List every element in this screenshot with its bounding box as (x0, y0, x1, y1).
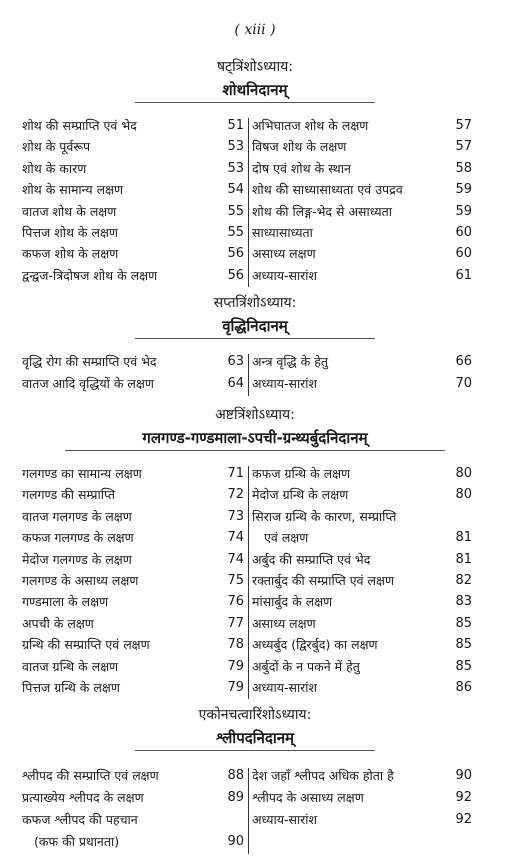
chapter-number: षट्त्रिंशोऽध्याय: (216, 59, 294, 75)
toc-entry (22, 571, 244, 591)
toc-entry-page: 72 (227, 487, 244, 503)
toc-entry (22, 678, 244, 698)
toc-entry (252, 352, 472, 372)
toc-entry (22, 180, 244, 200)
toc-entry (252, 485, 472, 505)
toc-entry-title: शोथ के पूर्वरूप (22, 139, 91, 155)
toc-entry (22, 635, 244, 655)
toc-entry-title: वातज शोथ के लक्षण (22, 203, 117, 219)
toc-entry-title: देश जहाँ श्लीपद अधिक होता है (252, 768, 394, 783)
toc-entry-title: गण्डमाला के लक्षण (22, 594, 109, 610)
toc-entry-page: 55 (227, 203, 244, 219)
toc-entry-page: 86 (455, 680, 472, 695)
toc-entry-page: 76 (227, 594, 244, 610)
toc-entry-title: रक्तार्बुद की सम्प्राप्ति एवं लक्षण (252, 573, 395, 588)
toc-entry (22, 592, 244, 612)
toc-entry (22, 614, 244, 634)
toc-entry-title: दोष एवं शोथ के स्थान (252, 160, 351, 176)
toc-entry-page: 61 (455, 267, 472, 283)
toc-entry (22, 159, 244, 179)
toc-entry-page: 85 (455, 615, 472, 631)
toc-entry (22, 374, 244, 394)
chapter-number: सप्तत्रिंशोऽध्याय: (213, 295, 297, 311)
toc-entry-title: वातज ग्रन्थि के लक्षण (22, 658, 119, 674)
toc-entry (252, 507, 472, 527)
toc-entry-title: विषज शोथ के लक्षण (252, 139, 347, 155)
toc-entry-page: 73 (227, 508, 244, 524)
column-divider (248, 768, 249, 854)
chapter-title: श्लीपदनिदानम् (215, 729, 295, 747)
toc-entry-title: पित्तज शोथ के लक्षण (22, 225, 118, 240)
toc-entry-page: 81 (455, 530, 472, 546)
toc-entry (22, 507, 244, 527)
toc-entry (22, 766, 244, 786)
chapter-number: अष्टत्रिंशोऽध्याय: (215, 407, 295, 423)
toc-entry (22, 550, 244, 570)
toc-entry (22, 528, 244, 548)
toc-entry (22, 464, 244, 484)
title-rule (135, 102, 375, 103)
toc-entry (264, 528, 472, 548)
toc-entry (252, 137, 472, 157)
toc-entry-page: 56 (227, 267, 244, 283)
toc-entry-title: कफज श्लीपद की पहचान (22, 812, 138, 827)
toc-entry-page: 90 (227, 834, 244, 849)
toc-entry (22, 116, 244, 136)
toc-entry-title: शोथ की साध्यासाध्यता एवं उपद्रव (252, 182, 403, 198)
toc-entry-title: गलगण्ड की सम्प्राप्ति (22, 487, 115, 503)
chapter-title: वृद्धिनिदानम् (222, 317, 288, 335)
toc-entry-page: 74 (227, 530, 244, 546)
toc-entry (22, 352, 244, 372)
toc-entry (252, 571, 472, 591)
toc-entry-page: 82 (455, 573, 472, 588)
toc-entry (252, 202, 472, 222)
toc-entry-page: 75 (227, 573, 244, 588)
toc-entry (252, 464, 472, 484)
toc-entry (22, 202, 244, 222)
toc-entry-page: 57 (455, 118, 472, 133)
column-divider (248, 466, 249, 699)
toc-entry-page: 59 (455, 203, 472, 219)
toc-entry-title: असाध्य लक्षण (252, 615, 316, 631)
toc-entry (22, 137, 244, 157)
chapter-title: शोथनिदानम् (222, 81, 288, 99)
page-number: ( xiii ) (234, 22, 276, 38)
toc-entry-title: अर्बुद की सम्प्राप्ति एवं भेद (252, 551, 371, 567)
toc-entry-title: गलगण्ड के असाध्य लक्षण (22, 573, 139, 588)
toc-entry (252, 180, 472, 200)
toc-entry-page: 51 (227, 118, 244, 133)
toc-entry (252, 374, 472, 394)
toc-entry-page: 54 (227, 182, 244, 198)
toc-entry-page: 83 (455, 594, 472, 610)
toc-entry (22, 657, 244, 677)
toc-entry (252, 788, 472, 808)
toc-entry-page: 80 (455, 487, 472, 503)
toc-entry-page: 79 (227, 658, 244, 674)
toc-entry-title: असाध्य लक्षण (252, 246, 316, 262)
column-divider (248, 118, 249, 287)
toc-entry-title: वृद्धि रोग की सम्प्राप्ति एवं भेद (22, 354, 157, 369)
toc-entry (252, 766, 472, 786)
toc-entry-title: पित्तज ग्रन्थि के लक्षण (22, 680, 120, 695)
toc-entry-title: श्लीपद की सम्प्राप्ति एवं लक्षण (22, 768, 159, 783)
toc-entry-title: अन्त्र वृद्धि के हेतु (252, 354, 328, 369)
toc-entry-title: अध्याय-सारांश (252, 812, 318, 827)
toc-entry-title: शोथ की लिङ्ग-भेद से असाध्यता (252, 203, 393, 219)
toc-entry-title: कफज ग्रन्थि के लक्षण (252, 466, 351, 481)
toc-entry-title: अर्बुदों के न पकने में हेतु (252, 658, 360, 674)
title-rule (65, 450, 445, 451)
toc-entry-title: अध्याय-सारांश (252, 376, 318, 391)
toc-entry (34, 832, 244, 852)
toc-entry-title: एवं लक्षण (264, 530, 309, 546)
toc-entry (252, 592, 472, 612)
toc-entry-page: 92 (455, 812, 472, 827)
toc-entry-title: अपची के लक्षण (22, 615, 94, 631)
toc-entry (252, 116, 472, 136)
toc-entry-title: सिराज ग्रन्थि के कारण, सम्प्राप्ति (252, 508, 397, 524)
toc-entry-page: 53 (227, 139, 244, 155)
toc-entry (22, 266, 244, 286)
toc-entry (252, 159, 472, 179)
toc-entry-page: 80 (455, 466, 472, 481)
toc-entry-page: 85 (455, 658, 472, 674)
toc-entry-title: गलगण्ड का सामान्य लक्षण (22, 466, 142, 481)
toc-entry (252, 550, 472, 570)
toc-entry-title: कफज शोथ के लक्षण (22, 246, 119, 262)
toc-entry-title: मांसार्बुद के लक्षण (252, 594, 333, 610)
toc-entry-page: 64 (227, 376, 244, 391)
toc-entry-title: अभिघातज शोथ के लक्षण (252, 118, 369, 133)
toc-entry (252, 244, 472, 264)
toc-entry-title: अध्याय-सारांश (252, 267, 318, 283)
toc-entry (22, 788, 244, 808)
toc-entry-title: शोथ के सामान्य लक्षण (22, 182, 124, 198)
toc-entry-page: 88 (227, 768, 244, 783)
toc-entry (252, 810, 472, 830)
toc-entry-title: द्वन्द्वज-त्रिदोषज शोथ के लक्षण (22, 267, 158, 283)
toc-entry-page: 74 (227, 551, 244, 567)
toc-entry-page: 90 (455, 768, 472, 783)
toc-entry-page: 59 (455, 182, 472, 198)
toc-entry-page: 70 (455, 376, 472, 391)
toc-entry-page: 71 (227, 466, 244, 481)
toc-entry-page: 78 (227, 637, 244, 653)
toc-entry (252, 223, 472, 243)
toc-entry-title: मेदोज गलगण्ड के लक्षण (22, 551, 132, 567)
toc-entry-title: साध्यासाध्यता (252, 225, 313, 240)
toc-entry-page: 55 (227, 225, 244, 240)
toc-entry-title: (कफ की प्रधानता) (34, 834, 120, 849)
toc-entry-page: 56 (227, 246, 244, 262)
toc-entry-title: शोथ की सम्प्राप्ति एवं भेद (22, 118, 137, 133)
toc-entry (252, 614, 472, 634)
toc-entry-title: श्लीपद के असाध्य लक्षण (252, 790, 364, 805)
toc-entry-title: प्रत्याख्येय श्लीपद के लक्षण (22, 790, 144, 805)
toc-entry-title: अध्यर्बुद (द्विरर्बुद) का लक्षण (252, 637, 378, 653)
toc-entry-page: 89 (227, 790, 244, 805)
toc-entry (22, 810, 244, 830)
toc-entry-title: वातज आदि वृद्धियों के लक्षण (22, 376, 154, 391)
toc-entry (22, 244, 244, 264)
toc-entry-page: 79 (227, 680, 244, 695)
toc-entry-page: 60 (455, 246, 472, 262)
toc-entry (22, 223, 244, 243)
toc-entry-page: 92 (455, 790, 472, 805)
toc-entry-page: 58 (455, 160, 472, 176)
chapter-title: गलगण्ड-गण्डमाला-ऽपची-ग्रन्थ्यर्बुदनिदानम् (142, 429, 368, 447)
toc-entry (22, 485, 244, 505)
toc-entry (252, 657, 472, 677)
chapter-number: एकोनचत्वारिंशोऽध्याय: (198, 707, 312, 723)
toc-entry-page: 85 (455, 637, 472, 653)
toc-entry (252, 635, 472, 655)
toc-entry-title: वातज गलगण्ड के लक्षण (22, 508, 132, 524)
toc-entry-page: 53 (227, 160, 244, 176)
toc-entry-title: कफज गलगण्ड के लक्षण (22, 530, 134, 546)
toc-entry (252, 678, 472, 698)
toc-entry-title: ग्रन्थि की सम्प्राप्ति एवं लक्षण (22, 637, 150, 653)
toc-entry-title: अध्याय-सारांश (252, 680, 318, 695)
toc-entry-title: मेदोज ग्रन्थि के लक्षण (252, 487, 349, 503)
toc-entry-page: 60 (455, 225, 472, 240)
toc-entry-title: शोथ के कारण (22, 160, 87, 176)
title-rule (135, 338, 375, 339)
toc-entry (252, 266, 472, 286)
toc-entry-page: 81 (455, 551, 472, 567)
toc-entry-page: 66 (455, 354, 472, 369)
title-rule (135, 750, 375, 751)
toc-entry-page: 77 (227, 615, 244, 631)
toc-entry-page: 63 (227, 354, 244, 369)
column-divider (248, 354, 249, 396)
toc-entry-page: 57 (455, 139, 472, 155)
